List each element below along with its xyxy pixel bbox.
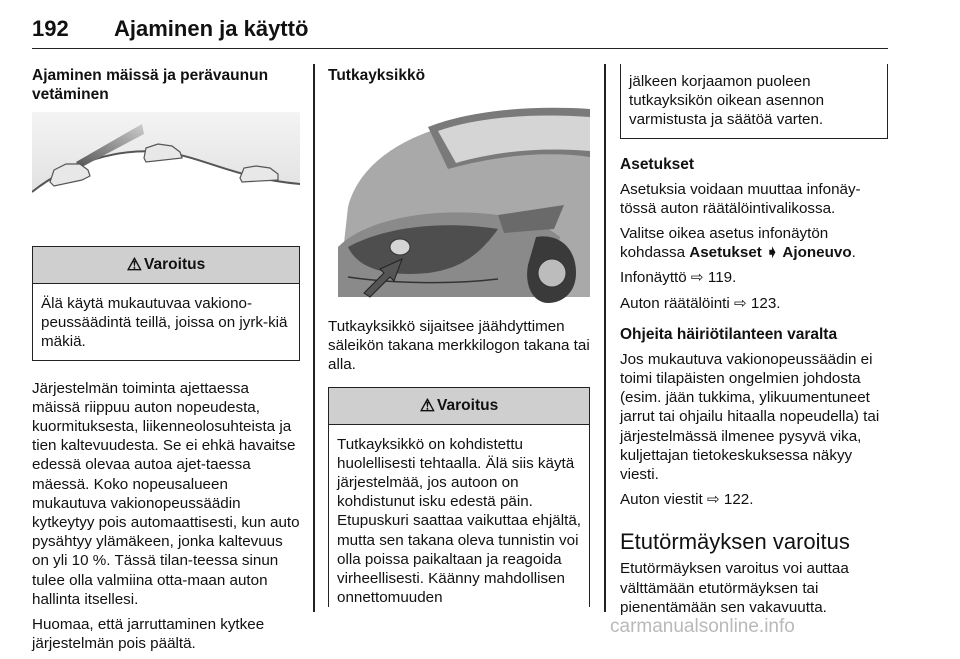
page-header [32, 8, 888, 49]
column-middle [328, 66, 590, 607]
section-heading-hills: Ajaminen mäissä ja perävaunun vetäminen [32, 67, 269, 103]
warning-text: Älä käytä mukautuvaa vakiono-peussäädintä teillä, joissa on jyrk-kiä mäkiä. [41, 295, 288, 351]
cross-reference: Infonäyttö ⇨ 119. [620, 269, 737, 287]
figure-caption: Tutkayksikkö sijaitsee jäähdyttimen säleikön takana merkkilogon takana tai alla. [328, 318, 590, 374]
menu-path: Asetukset ➧ Ajoneuvo [689, 244, 852, 262]
paragraph [620, 224, 888, 262]
cross-reference: Auton viestit ⇨ 122. [620, 491, 754, 509]
page-title: Ajaminen ja käyttö [114, 16, 309, 41]
warning-header [33, 247, 299, 284]
warning-icon: ⚠ [126, 255, 143, 275]
car-front-illustration [328, 97, 590, 303]
warning-icon: ⚠ [419, 396, 436, 415]
section-heading-collision: Etutörmäyksen varoitus [620, 529, 850, 555]
warning-header [329, 388, 589, 425]
hill-illustration [32, 112, 300, 232]
warning-box-hills [32, 246, 300, 361]
paragraph: Huomaa, että jarruttaminen kytkee järjestelmän pois päältä. [32, 616, 265, 653]
section-heading-radar: Tutkayksikkö [328, 67, 426, 84]
watermark: carmanualsonline.info [610, 616, 795, 637]
warning-box-radar [328, 387, 590, 608]
warning-title: Varoitus [437, 397, 499, 414]
cross-reference: Auton räätälöinti ⇨ 123. [620, 294, 781, 312]
column-left [32, 66, 300, 659]
warning-text: Tutkayksikkö on kohdistettu huolellisesti tehtaalla. Älä siis käytä järjestelmää, jos autoon on kohdistunut isku edestä päin. Etupuskuri saattaa vaikuttaa ehjältä, mutta sen takana oleva tunnistin voi olla poissa paikaltaan ja reagoida virheellisesti. Käänny mahdollisen onnettomuuden [337, 435, 581, 607]
warning-title: Varoitus [144, 256, 206, 274]
paragraph: Järjestelmän toiminta ajettaessa mäissä riippuu auton nopeudesta, kuormituksesta, liikenneolosuhteista ja tien kaltevuudesta. Se ei ehkä havaitse edessä olevaa autoa ajet-taessa mäessä. Koko nopeusalueen mukautuva vakionopeussäädin kytkeytyy pois automaattisesti, kun auto pysähtyy ylämäkeen, jonka kaltevuus on yli 10 %. Tässä tilan-teessa sinun tulee olla valmiina otta-maan auton hallinta itsellesi. [32, 379, 300, 608]
column-right [620, 66, 888, 623]
page-number: 192 [32, 16, 69, 41]
column-divider [604, 64, 606, 612]
text: . [851, 244, 856, 262]
section-heading-settings: Asetukset [620, 155, 695, 173]
paragraph: Asetuksia voidaan muuttaa infonäy-tössä auton räätälöintivalikossa. [620, 180, 861, 217]
warning-continuation: jälkeen korjaamon puoleen tutkayksikön oikean asennon varmistusta ja säätöä varten. [620, 64, 888, 139]
section-heading-fault: Ohjeita häiriötilanteen varalta [620, 325, 838, 343]
text: Valitse oikea asetus infonäytön kohdassa [620, 225, 829, 262]
paragraph: Jos mukautuva vakionopeussäädin ei toimi tilapäisten ongelmien johdosta (esim. jään tukkima, ylikuumentuneet jarrut tai ohjailu hitaalla nopeudella) tai järjestelmässä ilmenee pysyvä vika, kuljettajan tietokeskuksessa näkyy viesti. [620, 350, 880, 484]
paragraph: Etutörmäyksen varoitus voi auttaa välttämään etutörmäyksen tai pienentämään sen vakavuutta. [620, 560, 849, 616]
column-divider [313, 64, 315, 612]
